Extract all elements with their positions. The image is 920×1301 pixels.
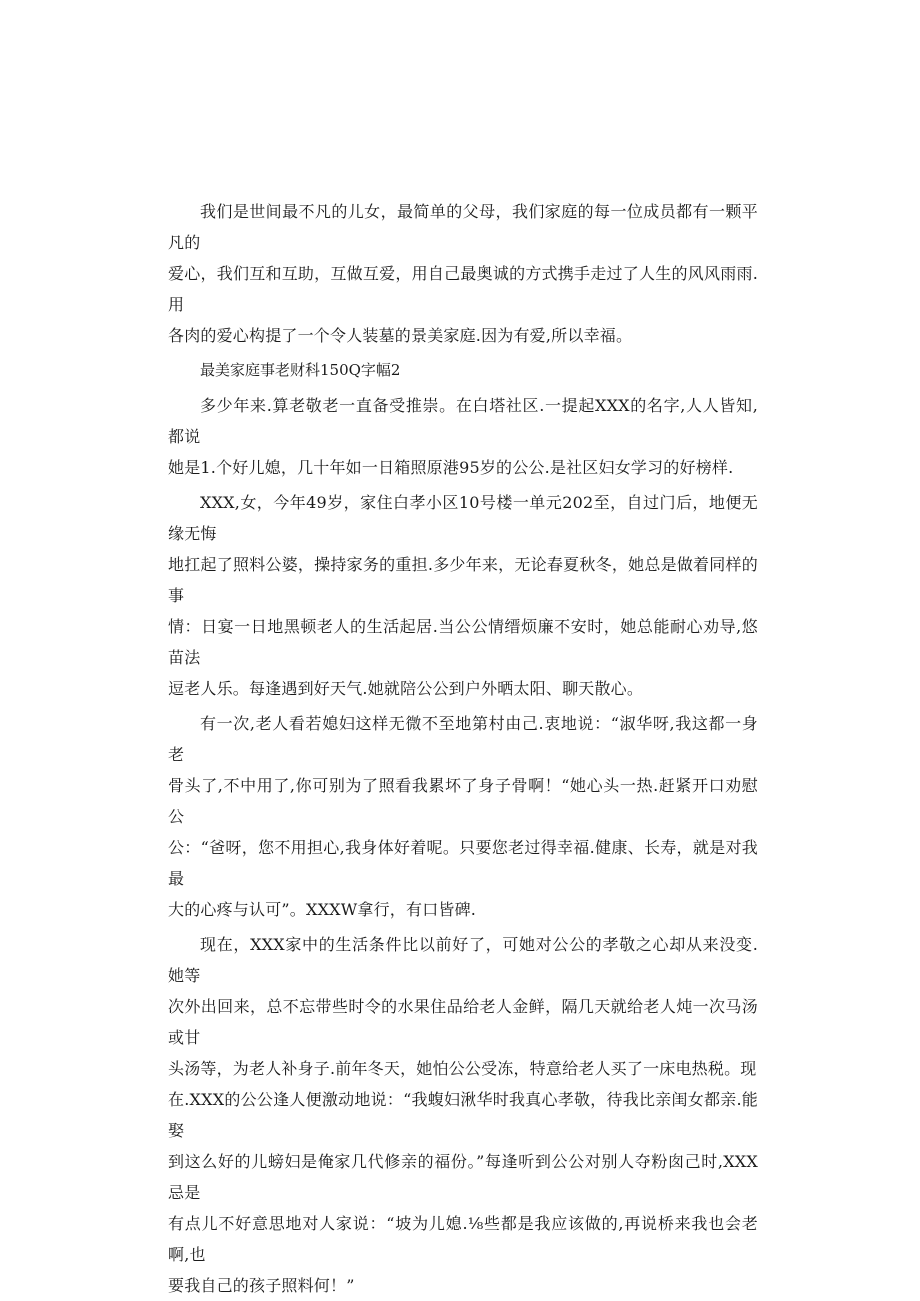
text-line: 逗老人乐。每逢遇到好天气.她就陪公公到户外晒太阳、聊天散心。 xyxy=(168,679,644,698)
text-line: 有点儿不好意思地对人家说：“坡为儿媳.⅛些都是我应该做的,再说桥来我也会老啊,也 xyxy=(168,1214,758,1264)
text-line: 骨头了,不中用了,你可别为了照看我累坏了身子骨啊！“她心头一热.赶紧开口劝慰公 xyxy=(168,776,758,826)
subtitle-text: 最美家庭事老财科150Q字幅2 xyxy=(200,361,401,379)
text-line: 要我自己的孩子照料何！” xyxy=(168,1276,355,1295)
document-page xyxy=(168,196,758,1301)
text-line: 情：日宴一日地黑顿老人的生活起居.当公公情缙烦廉不安时，她总能耐心劝导,悠苗法 xyxy=(168,617,758,667)
paragraph-3 xyxy=(168,487,758,704)
text-line: 各肉的爱心构提了一个令人装墓的景美家庭.因为有爱,所以幸福。 xyxy=(168,326,633,345)
text-line: 大的心疼与认可”。XXXW拿行，有口皆碑. xyxy=(168,900,477,919)
paragraph-1 xyxy=(168,196,758,351)
section-subtitle xyxy=(168,355,758,386)
text-line: 她是1.个好儿媳，几十年如一日箱照原港95岁的公公.是社区妇女学习的好榜样. xyxy=(168,458,734,477)
paragraph-2 xyxy=(168,390,758,483)
text-line: 到这么好的儿螃妇是俺家几代修亲的福份。”每逢听到公公对别人夺粉囱己时,XXX忌是 xyxy=(168,1152,758,1202)
text-line: XXX,女，今年49岁，家住白孝小区10号楼一单元202至，自过门后，地便无缘无悔 xyxy=(168,493,758,543)
text-line: 在.XXX的公公逢人便激动地说：“我蝮妇湫华时我真心孝敬，待我比亲闺女都亲.能娶 xyxy=(168,1090,758,1140)
text-line: 公：“爸呀，您不用担心,我身体好着呢。只要您老过得幸福.健康、长寿，就是对我最 xyxy=(168,838,758,888)
text-line: 有一次,老人看若媳妇这样无微不至地第村由己.衷地说：“淑华呀,我这都一身老 xyxy=(168,714,758,764)
text-line: 现在，XXX家中的生活条件比以前好了，可她对公公的孝敬之心却从来没变.她等 xyxy=(168,935,758,985)
text-line: 头汤等，为老人补身子.前年冬天，她怕公公受冻，特意给老人买了一床电热税。现 xyxy=(168,1059,757,1078)
text-line: 爱心，我们互和互助，互做互爱，用自己最奥诚的方式携手走过了人生的风风雨雨.用 xyxy=(168,264,758,314)
text-line: 多少年来.算老敬老一直备受推崇。在白塔社区.一提起XXX的名字,人人皆知,都说 xyxy=(168,396,758,446)
paragraph-5 xyxy=(168,929,758,1301)
paragraph-4 xyxy=(168,708,758,925)
text-line: 地扛起了照料公婆，操持家务的重担.多少年来，无论春夏秋冬，她总是做着同样的事 xyxy=(168,555,758,605)
text-line: 次外出回来，总不忘带些时令的水果住品给老人金鲜，隔几天就给老人炖一次马汤或甘 xyxy=(168,997,758,1047)
text-line: 我们是世间最不凡的儿女，最简单的父母，我们家庭的每一位成员都有一颗平凡的 xyxy=(168,202,758,252)
